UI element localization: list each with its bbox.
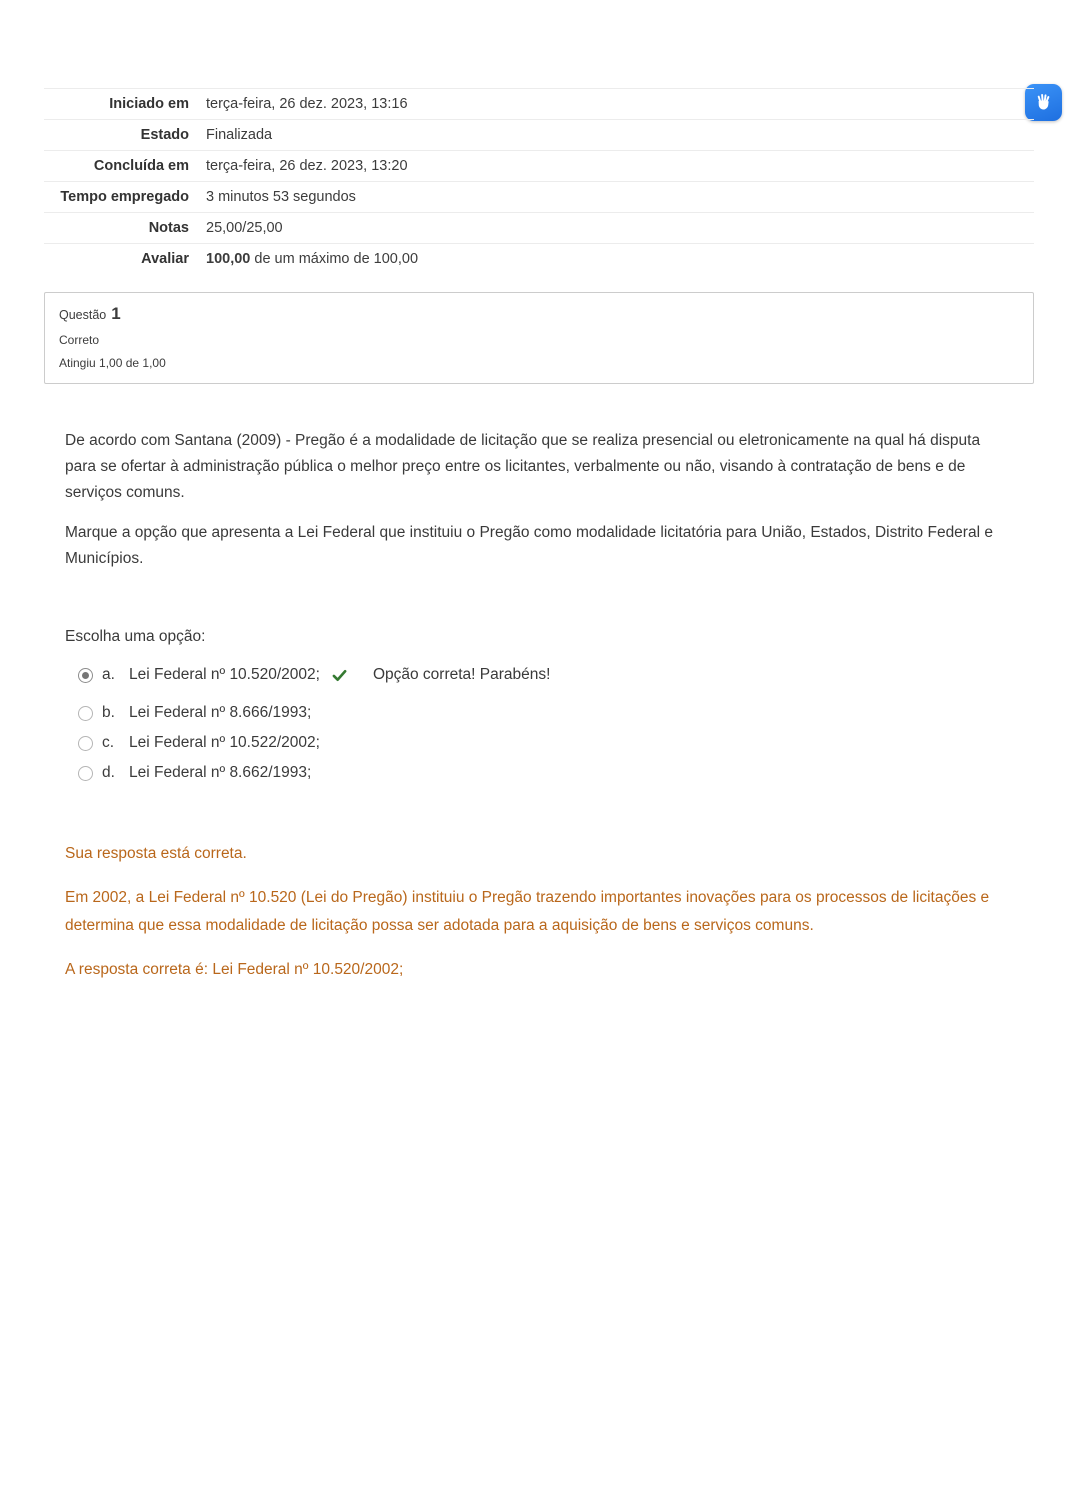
summary-value-state: Finalizada xyxy=(206,127,273,143)
summary-value-started: terça-feira, 26 dez. 2023, 13:16 xyxy=(206,96,408,112)
option-letter-a: a. xyxy=(102,666,115,683)
table-row xyxy=(44,243,1034,274)
summary-label-started: Iniciado em xyxy=(109,96,189,112)
option-inline-feedback: Opção correta! Parabéns! xyxy=(372,666,551,683)
question-status: Correto xyxy=(59,333,100,347)
grade-value: 100,00 xyxy=(206,251,251,267)
summary-value-grade xyxy=(206,249,1034,269)
choose-option-prompt: Escolha uma opção: xyxy=(65,628,206,645)
feedback-general-text: Em 2002, a Lei Federal nº 10.520 (Lei do Pregão) instituiu o Pregão trazendo importantes inovações para os processos de licitações e determina que essa modalidade de licitação possa ser adotada para a aquisição de bens e serviços comuns. xyxy=(65,889,990,934)
question-number: 1 xyxy=(111,304,121,323)
feedback-correct-line: Sua resposta está correta. xyxy=(65,845,247,862)
table-row xyxy=(44,212,1034,243)
option-row-d xyxy=(78,764,1013,782)
question-text-paragraph-1: De acordo com Santana (2009) - Pregão é a modalidade de licitação que se realiza presencial ou eletronicamente na qual há disputa para se ofertar à administração pública o melhor preço entre os licitantes, verbalmente ou não, visando à contratação de bens e de serviços comuns. xyxy=(65,432,981,501)
summary-label-state: Estado xyxy=(140,127,189,143)
option-letter-c: c. xyxy=(102,734,115,751)
summary-label-grade: Avaliar xyxy=(141,251,189,267)
correct-check-icon xyxy=(332,668,347,683)
question-word: Questão xyxy=(59,308,107,322)
summary-label-time-taken: Tempo empregado xyxy=(60,189,189,205)
feedback-correct-answer: A resposta correta é: Lei Federal nº 10.520/2002; xyxy=(65,961,404,978)
option-row-c xyxy=(78,734,1013,752)
option-radio-a[interactable] xyxy=(78,668,93,683)
option-letter-d: d. xyxy=(102,764,115,781)
summary-value-marks: 25,00/25,00 xyxy=(206,220,283,236)
option-text-d: Lei Federal nº 8.662/1993; xyxy=(129,764,312,781)
option-text-c: Lei Federal nº 10.522/2002; xyxy=(129,734,320,751)
answer-options xyxy=(78,666,1013,782)
option-letter-b: b. xyxy=(102,704,115,721)
summary-label-marks: Notas xyxy=(148,220,189,236)
option-text-b: Lei Federal nº 8.666/1993; xyxy=(129,704,312,721)
option-row-a xyxy=(78,666,1013,684)
question-points: Atingiu 1,00 de 1,00 xyxy=(59,356,166,370)
table-row xyxy=(44,119,1034,150)
question-text-paragraph-2: Marque a opção que apresenta a Lei Federal que instituiu o Pregão como modalidade licitatória para União, Estados, Distrito Federal e Municípios. xyxy=(65,524,993,567)
summary-value-time-taken: 3 minutos 53 segundos xyxy=(206,189,356,205)
table-row xyxy=(44,88,1034,119)
option-row-b xyxy=(78,704,1013,722)
option-radio-d[interactable] xyxy=(78,766,93,781)
feedback-block xyxy=(65,840,1013,984)
option-radio-b[interactable] xyxy=(78,706,93,721)
table-row xyxy=(44,150,1034,181)
option-text-a: Lei Federal nº 10.520/2002; xyxy=(129,666,320,683)
option-radio-c[interactable] xyxy=(78,736,93,751)
summary-value-completed: terça-feira, 26 dez. 2023, 13:20 xyxy=(206,158,408,174)
attempt-summary-table xyxy=(44,88,1034,274)
question-body xyxy=(65,428,1013,782)
summary-label-completed: Concluída em xyxy=(93,158,189,174)
question-number-line xyxy=(59,304,1019,324)
question-info-box xyxy=(44,292,1034,384)
table-row xyxy=(44,181,1034,212)
grade-max-text: de um máximo de 100,00 xyxy=(250,251,419,267)
